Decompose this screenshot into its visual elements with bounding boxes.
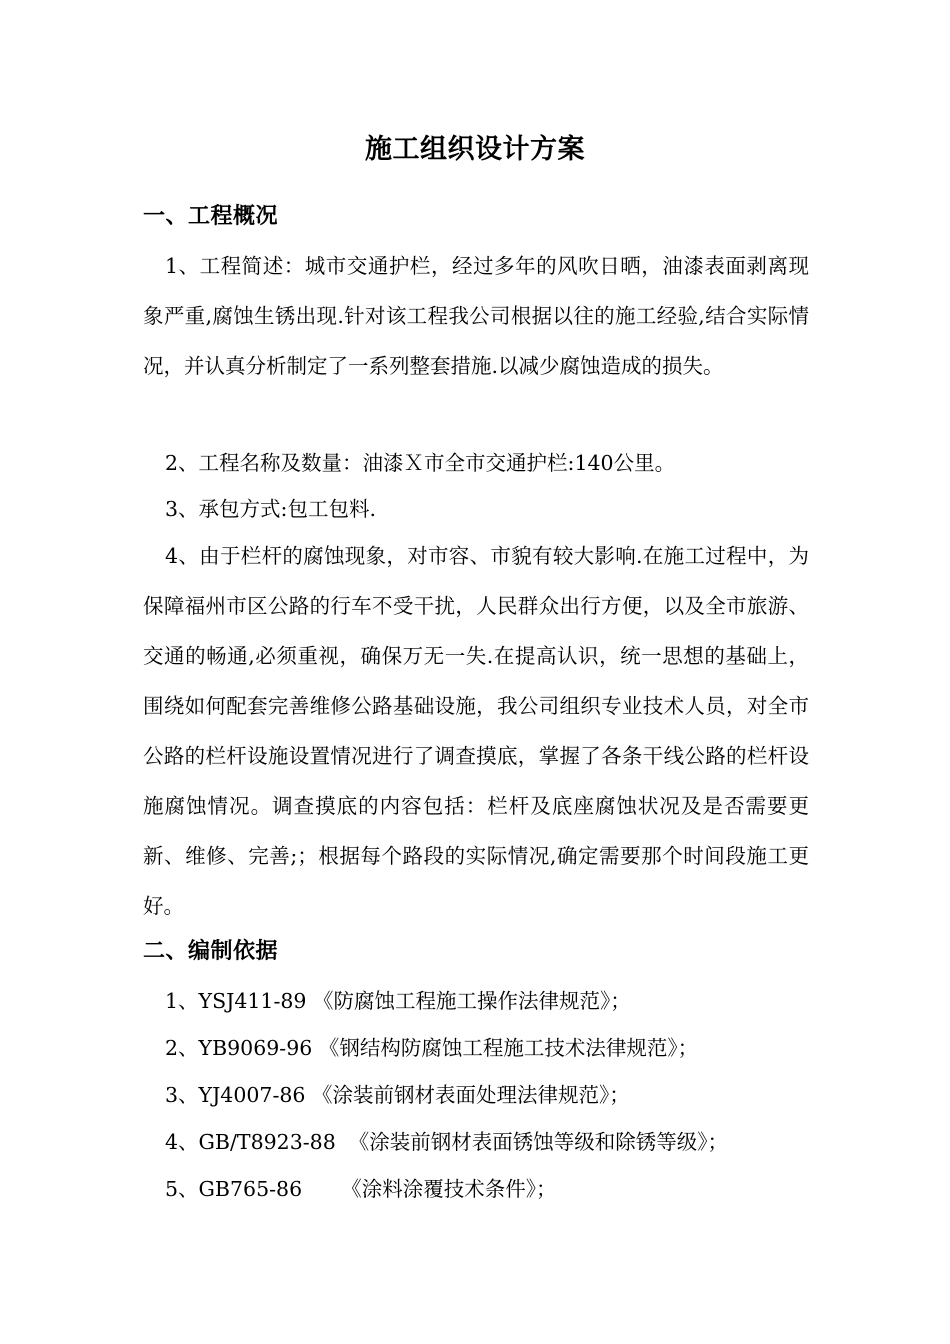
- document-title: 施工组织设计方案: [365, 134, 585, 165]
- section-heading-overview: 一、工程概况: [143, 203, 279, 229]
- section-heading-basis: 二、编制依据: [143, 938, 279, 964]
- basis-list-item: 5、GB765-86 《涂料涂覆技术条件》；: [165, 1177, 557, 1201]
- basis-list-item: 4、GB/T8923-88 《涂装前钢材表面锈蚀等级和除锈等级》；: [165, 1130, 729, 1154]
- paragraph-project-name-quantity: 2、工程名称及数量：油漆Ｘ市全市交通护栏:140公里。: [165, 451, 676, 475]
- paragraph-corrosion-impact: 4、由于栏杆的腐蚀现象，对市容、市貌有较大影响.在施工过程中，为保障福州市区公路的行车不受干扰，人民群众出行方便，以及全市旅游、交通的畅通,必须重视，确保万无一失.在提高认识，统一思想的基础上，围绕如何配套完善维修公路基础设施，我公司组织专业技术人员，对全市公路的栏杆设施设置情况进行了调查摸底，掌握了各条干线公路的栏杆设施腐蚀情况。调查摸底的内容包括：栏杆及底座腐蚀状况及是否需要更新、维修、完善;；根据每个路段的实际情况,确定需要那个时间段施工更好。: [143, 544, 809, 918]
- basis-list-item: 3、YJ4007-86 《涂装前钢材表面处理法律规范》；: [165, 1083, 630, 1107]
- paragraph-project-summary: 1、工程简述：城市交通护栏，经过多年的风吹日晒，油漆表面剥离现象严重,腐蚀生锈出现.针对该工程我公司根据以往的施工经验,结合实际情况，并认真分析制定了一系列整套措施.以减少腐蚀造成的损失。: [143, 254, 809, 378]
- basis-list-item: 2、YB9069-96 《钢结构防腐蚀工程施工技术法律规范》；: [165, 1036, 699, 1060]
- basis-list-item: 1、YSJ411-89 《防腐蚀工程施工操作法律规范》；: [165, 989, 631, 1013]
- paragraph-contract-mode: 3、承包方式:包工包料.: [165, 497, 376, 521]
